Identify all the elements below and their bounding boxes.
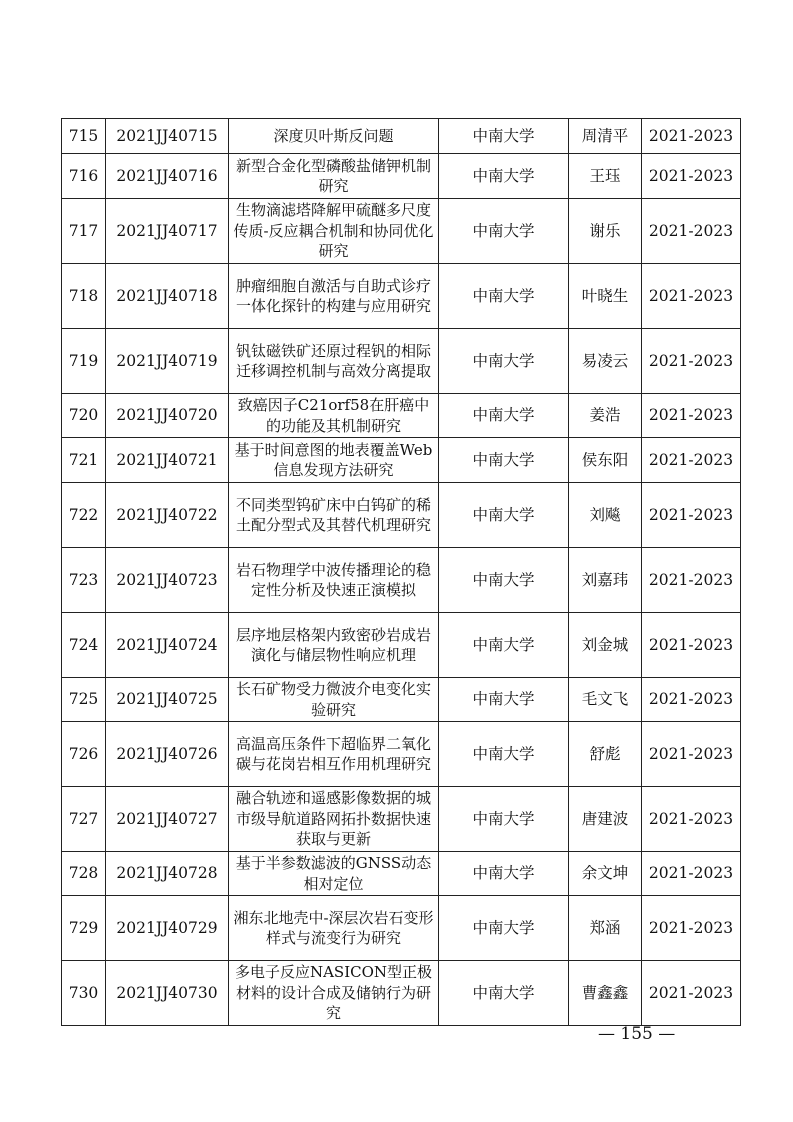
cell-unit: 中南大学 (439, 199, 569, 264)
table-row (62, 787, 741, 852)
cell-title: 层序地层格架内致密砂岩成岩演化与储层物性响应机理 (229, 613, 439, 678)
cell-period: 2021-2023 (642, 154, 741, 199)
cell-title: 生物滴滤塔降解甲硫醚多尺度传质-反应耦合机制和协同优化研究 (229, 199, 439, 264)
cell-unit: 中南大学 (439, 613, 569, 678)
table-row (62, 264, 741, 329)
cell-unit: 中南大学 (439, 438, 569, 483)
cell-period: 2021-2023 (642, 961, 741, 1026)
cell-code: 2021JJ40720 (106, 394, 229, 438)
table-row (62, 896, 741, 961)
cell-title: 致癌因子C21orf58在肝癌中的功能及其机制研究 (229, 394, 439, 438)
cell-title: 不同类型钨矿床中白钨矿的稀土配分型式及其替代机理研究 (229, 483, 439, 548)
project-table (61, 118, 741, 1026)
cell-period: 2021-2023 (642, 722, 741, 787)
cell-unit: 中南大学 (439, 852, 569, 896)
cell-code: 2021JJ40716 (106, 154, 229, 199)
cell-title: 岩石物理学中波传播理论的稳定性分析及快速正演模拟 (229, 548, 439, 613)
cell-title: 钒钛磁铁矿还原过程钒的相际迁移调控机制与高效分离提取 (229, 329, 439, 394)
cell-title: 新型合金化型磷酸盐储钾机制研究 (229, 154, 439, 199)
table-row (62, 613, 741, 678)
cell-person: 侯东阳 (569, 438, 642, 483)
cell-unit: 中南大学 (439, 896, 569, 961)
cell-person: 刘嘉玮 (569, 548, 642, 613)
cell-person: 郑涵 (569, 896, 642, 961)
cell-person: 姜浩 (569, 394, 642, 438)
cell-unit: 中南大学 (439, 548, 569, 613)
cell-no: 727 (62, 787, 106, 852)
cell-code: 2021JJ40727 (106, 787, 229, 852)
cell-code: 2021JJ40730 (106, 961, 229, 1026)
cell-person: 叶晓生 (569, 264, 642, 329)
cell-title: 基于时间意图的地表覆盖Web信息发现方法研究 (229, 438, 439, 483)
cell-no: 729 (62, 896, 106, 961)
cell-code: 2021JJ40728 (106, 852, 229, 896)
cell-period: 2021-2023 (642, 394, 741, 438)
cell-title: 基于半参数滤波的GNSS动态相对定位 (229, 852, 439, 896)
cell-period: 2021-2023 (642, 119, 741, 154)
cell-person: 周清平 (569, 119, 642, 154)
cell-no: 716 (62, 154, 106, 199)
cell-period: 2021-2023 (642, 483, 741, 548)
cell-period: 2021-2023 (642, 613, 741, 678)
cell-no: 717 (62, 199, 106, 264)
cell-person: 曹鑫鑫 (569, 961, 642, 1026)
cell-unit: 中南大学 (439, 483, 569, 548)
table-row (62, 438, 741, 483)
cell-person: 余文坤 (569, 852, 642, 896)
cell-person: 易凌云 (569, 329, 642, 394)
cell-no: 723 (62, 548, 106, 613)
cell-no: 721 (62, 438, 106, 483)
cell-no: 730 (62, 961, 106, 1026)
cell-title: 高温高压条件下超临界二氧化碳与花岗岩相互作用机理研究 (229, 722, 439, 787)
table-row (62, 722, 741, 787)
cell-no: 722 (62, 483, 106, 548)
cell-person: 王珏 (569, 154, 642, 199)
cell-person: 唐建波 (569, 787, 642, 852)
table-row (62, 483, 741, 548)
cell-code: 2021JJ40718 (106, 264, 229, 329)
cell-person: 刘飚 (569, 483, 642, 548)
cell-period: 2021-2023 (642, 438, 741, 483)
cell-code: 2021JJ40722 (106, 483, 229, 548)
cell-period: 2021-2023 (642, 678, 741, 722)
cell-code: 2021JJ40726 (106, 722, 229, 787)
cell-period: 2021-2023 (642, 264, 741, 329)
cell-title: 深度贝叶斯反问题 (229, 119, 439, 154)
cell-unit: 中南大学 (439, 154, 569, 199)
table-row (62, 329, 741, 394)
cell-no: 728 (62, 852, 106, 896)
cell-unit: 中南大学 (439, 722, 569, 787)
cell-code: 2021JJ40724 (106, 613, 229, 678)
cell-no: 715 (62, 119, 106, 154)
cell-code: 2021JJ40717 (106, 199, 229, 264)
cell-no: 724 (62, 613, 106, 678)
cell-period: 2021-2023 (642, 852, 741, 896)
cell-period: 2021-2023 (642, 787, 741, 852)
cell-person: 毛文飞 (569, 678, 642, 722)
table-row (62, 199, 741, 264)
cell-title: 肿瘤细胞自激活与自助式诊疗一体化探针的构建与应用研究 (229, 264, 439, 329)
cell-no: 719 (62, 329, 106, 394)
table-row (62, 678, 741, 722)
cell-code: 2021JJ40721 (106, 438, 229, 483)
cell-title: 融合轨迹和遥感影像数据的城市级导航道路网拓扑数据快速获取与更新 (229, 787, 439, 852)
cell-code: 2021JJ40729 (106, 896, 229, 961)
cell-person: 谢乐 (569, 199, 642, 264)
cell-title: 长石矿物受力微波介电变化实验研究 (229, 678, 439, 722)
cell-code: 2021JJ40715 (106, 119, 229, 154)
table-row (62, 394, 741, 438)
table-row (62, 154, 741, 199)
cell-no: 726 (62, 722, 106, 787)
cell-unit: 中南大学 (439, 787, 569, 852)
table-row (62, 852, 741, 896)
cell-unit: 中南大学 (439, 119, 569, 154)
cell-unit: 中南大学 (439, 264, 569, 329)
cell-code: 2021JJ40723 (106, 548, 229, 613)
cell-period: 2021-2023 (642, 548, 741, 613)
cell-no: 718 (62, 264, 106, 329)
cell-period: 2021-2023 (642, 329, 741, 394)
cell-person: 舒彪 (569, 722, 642, 787)
cell-person: 刘金城 (569, 613, 642, 678)
cell-no: 720 (62, 394, 106, 438)
table-row (62, 119, 741, 154)
table-row (62, 548, 741, 613)
cell-unit: 中南大学 (439, 678, 569, 722)
cell-title: 湘东北地壳中-深层次岩石变形样式与流变行为研究 (229, 896, 439, 961)
project-table-body (62, 119, 741, 1026)
cell-no: 725 (62, 678, 106, 722)
cell-period: 2021-2023 (642, 896, 741, 961)
cell-unit: 中南大学 (439, 394, 569, 438)
page-number: — 155 — (598, 1024, 676, 1044)
cell-title: 多电子反应NASICON型正极材料的设计合成及储钠行为研究 (229, 961, 439, 1026)
cell-unit: 中南大学 (439, 329, 569, 394)
cell-period: 2021-2023 (642, 199, 741, 264)
cell-unit: 中南大学 (439, 961, 569, 1026)
cell-code: 2021JJ40719 (106, 329, 229, 394)
cell-code: 2021JJ40725 (106, 678, 229, 722)
table-row (62, 961, 741, 1026)
